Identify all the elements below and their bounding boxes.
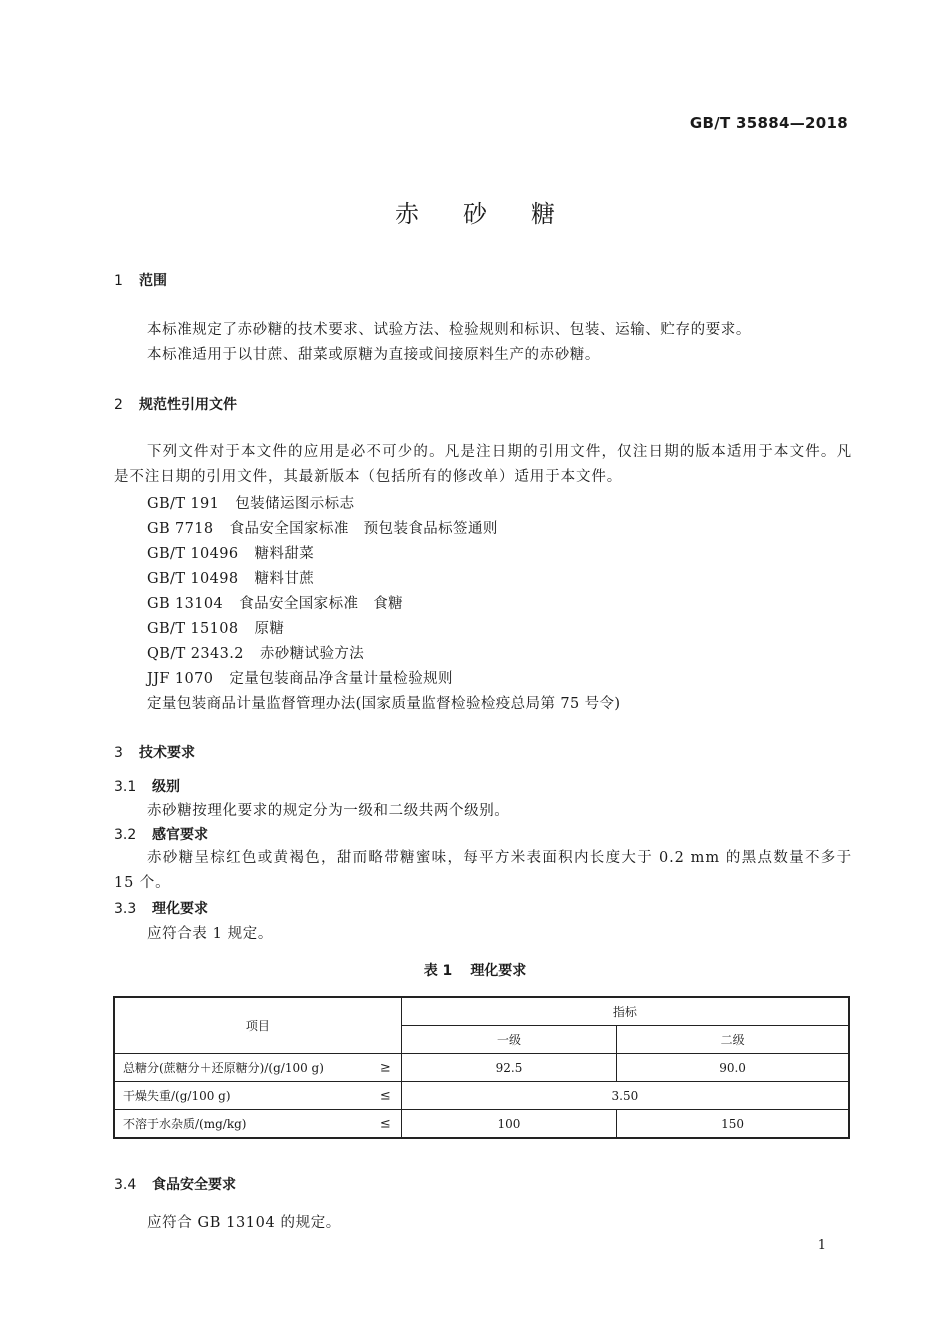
reference-item <box>147 517 498 538</box>
section-2-heading <box>114 394 237 414</box>
ref-name: 原糖 <box>254 621 285 637</box>
ref-name: 食品安全国家标准 预包装食品标签通则 <box>229 521 498 537</box>
row-item-label: 总糖分(蔗糖分＋还原糖分)/(g/100 g) <box>123 1061 324 1075</box>
reference-item <box>147 617 284 638</box>
section-number: 3 <box>114 745 123 761</box>
row-item <box>114 1082 401 1110</box>
section-title: 规范性引用文件 <box>139 397 237 413</box>
ref-code: GB/T 15108 <box>147 621 239 637</box>
table-row <box>114 1054 849 1082</box>
subsection-title: 食品安全要求 <box>152 1177 236 1193</box>
subsection-3-4-heading <box>114 1174 236 1194</box>
header-grade-2: 二级 <box>617 1026 849 1054</box>
ref-name: 定量包装商品净含量计量检验规则 <box>229 671 453 687</box>
header-index: 指标 <box>401 997 849 1026</box>
section-title: 范围 <box>139 273 167 289</box>
paragraph: 下列文件对于本文件的应用是必不可少的。凡是注日期的引用文件，仅注日期的版本适用于本文件。凡是不注日期的引用文件，其最新版本（包括所有的修改单）适用于本文件。 <box>114 444 852 485</box>
section-number: 2 <box>114 397 123 413</box>
ref-code: JJF 1070 <box>147 671 214 687</box>
row-value-grade-2: 150 <box>617 1110 849 1139</box>
ref-code: GB 13104 <box>147 596 224 612</box>
header-item: 项目 <box>114 997 401 1054</box>
reference-item: 定量包装商品计量监督管理办法(国家质量监督检验检疫总局第 75 号令) <box>147 696 621 712</box>
ref-name: 赤砂糖试验方法 <box>259 646 365 662</box>
table-header-row <box>114 997 849 1026</box>
subsection-title: 级别 <box>152 779 180 795</box>
comparison-symbol: ≤ <box>379 1116 391 1131</box>
section-3-heading <box>114 742 195 762</box>
header-grade-1: 一级 <box>401 1026 616 1054</box>
ref-code: QB/T 2343.2 <box>147 646 244 662</box>
requirements-table <box>113 996 850 1139</box>
title-char: 赤 <box>395 200 419 228</box>
subsection-number: 3.1 <box>114 779 137 795</box>
ref-code: GB 7718 <box>147 521 214 537</box>
subsection-title: 理化要求 <box>152 901 208 917</box>
ref-name: 包装储运图示标志 <box>235 496 355 512</box>
reference-item <box>147 592 403 613</box>
paragraph: 应符合表 1 规定。 <box>147 926 273 942</box>
table-caption-title: 理化要求 <box>470 963 527 979</box>
row-value-grade-1: 100 <box>401 1110 616 1139</box>
title-char: 砂 <box>463 200 487 228</box>
paragraph: 本标准规定了赤砂糖的技术要求、试验方法、检验规则和标识、包装、运输、贮存的要求。 <box>147 322 751 338</box>
reference-item <box>147 642 364 663</box>
subsection-3-3-heading <box>114 898 208 918</box>
table-caption <box>0 960 950 980</box>
row-item-label: 不溶于水杂质/(mg/kg) <box>123 1117 247 1131</box>
row-item-label: 干燥失重/(g/100 g) <box>123 1089 231 1103</box>
reference-item <box>147 667 453 688</box>
row-item <box>114 1110 401 1139</box>
ref-name: 糖料甜菜 <box>254 546 315 562</box>
table-row <box>114 1110 849 1139</box>
page-number: 1 <box>817 1238 826 1253</box>
section-1-heading <box>114 270 167 290</box>
ref-code: GB/T 10498 <box>147 571 239 587</box>
subsection-title: 感官要求 <box>152 827 208 843</box>
standard-number: GB/T 35884—2018 <box>689 114 848 132</box>
comparison-symbol: ≤ <box>379 1088 391 1103</box>
section-title: 技术要求 <box>139 745 195 761</box>
subsection-number: 3.3 <box>114 901 137 917</box>
section-number: 1 <box>114 273 123 289</box>
ref-code: GB/T 191 <box>147 496 220 512</box>
subsection-3-1-heading <box>114 776 180 796</box>
comparison-symbol: ≥ <box>379 1060 391 1075</box>
ref-code: GB/T 10496 <box>147 546 239 562</box>
row-value-grade-1: 92.5 <box>401 1054 616 1082</box>
reference-item <box>147 492 354 513</box>
ref-name: 食品安全国家标准 食糖 <box>239 596 404 612</box>
reference-item <box>147 542 314 563</box>
paragraph: 赤砂糖呈棕红色或黄褐色，甜而略带糖蜜味，每平方米表面积内长度大于 0.2 mm 的黑点数量不多于 15 个。 <box>114 850 852 891</box>
paragraph: 应符合 GB 13104 的规定。 <box>147 1215 341 1231</box>
paragraph: 赤砂糖按理化要求的规定分为一级和二级共两个级别。 <box>147 803 510 819</box>
row-item <box>114 1054 401 1082</box>
row-value-merged: 3.50 <box>401 1082 849 1110</box>
paragraph: 本标准适用于以甘蔗、甜菜或原糖为直接或间接原料生产的赤砂糖。 <box>147 347 600 363</box>
ref-name: 糖料甘蔗 <box>254 571 315 587</box>
subsection-number: 3.4 <box>114 1177 137 1193</box>
title-char: 糖 <box>531 200 555 228</box>
document-title <box>0 194 950 229</box>
row-value-grade-2: 90.0 <box>617 1054 849 1082</box>
subsection-number: 3.2 <box>114 827 137 843</box>
table-row <box>114 1082 849 1110</box>
reference-item <box>147 567 314 588</box>
subsection-3-2-heading <box>114 824 208 844</box>
table-caption-label: 表 1 <box>423 963 453 979</box>
